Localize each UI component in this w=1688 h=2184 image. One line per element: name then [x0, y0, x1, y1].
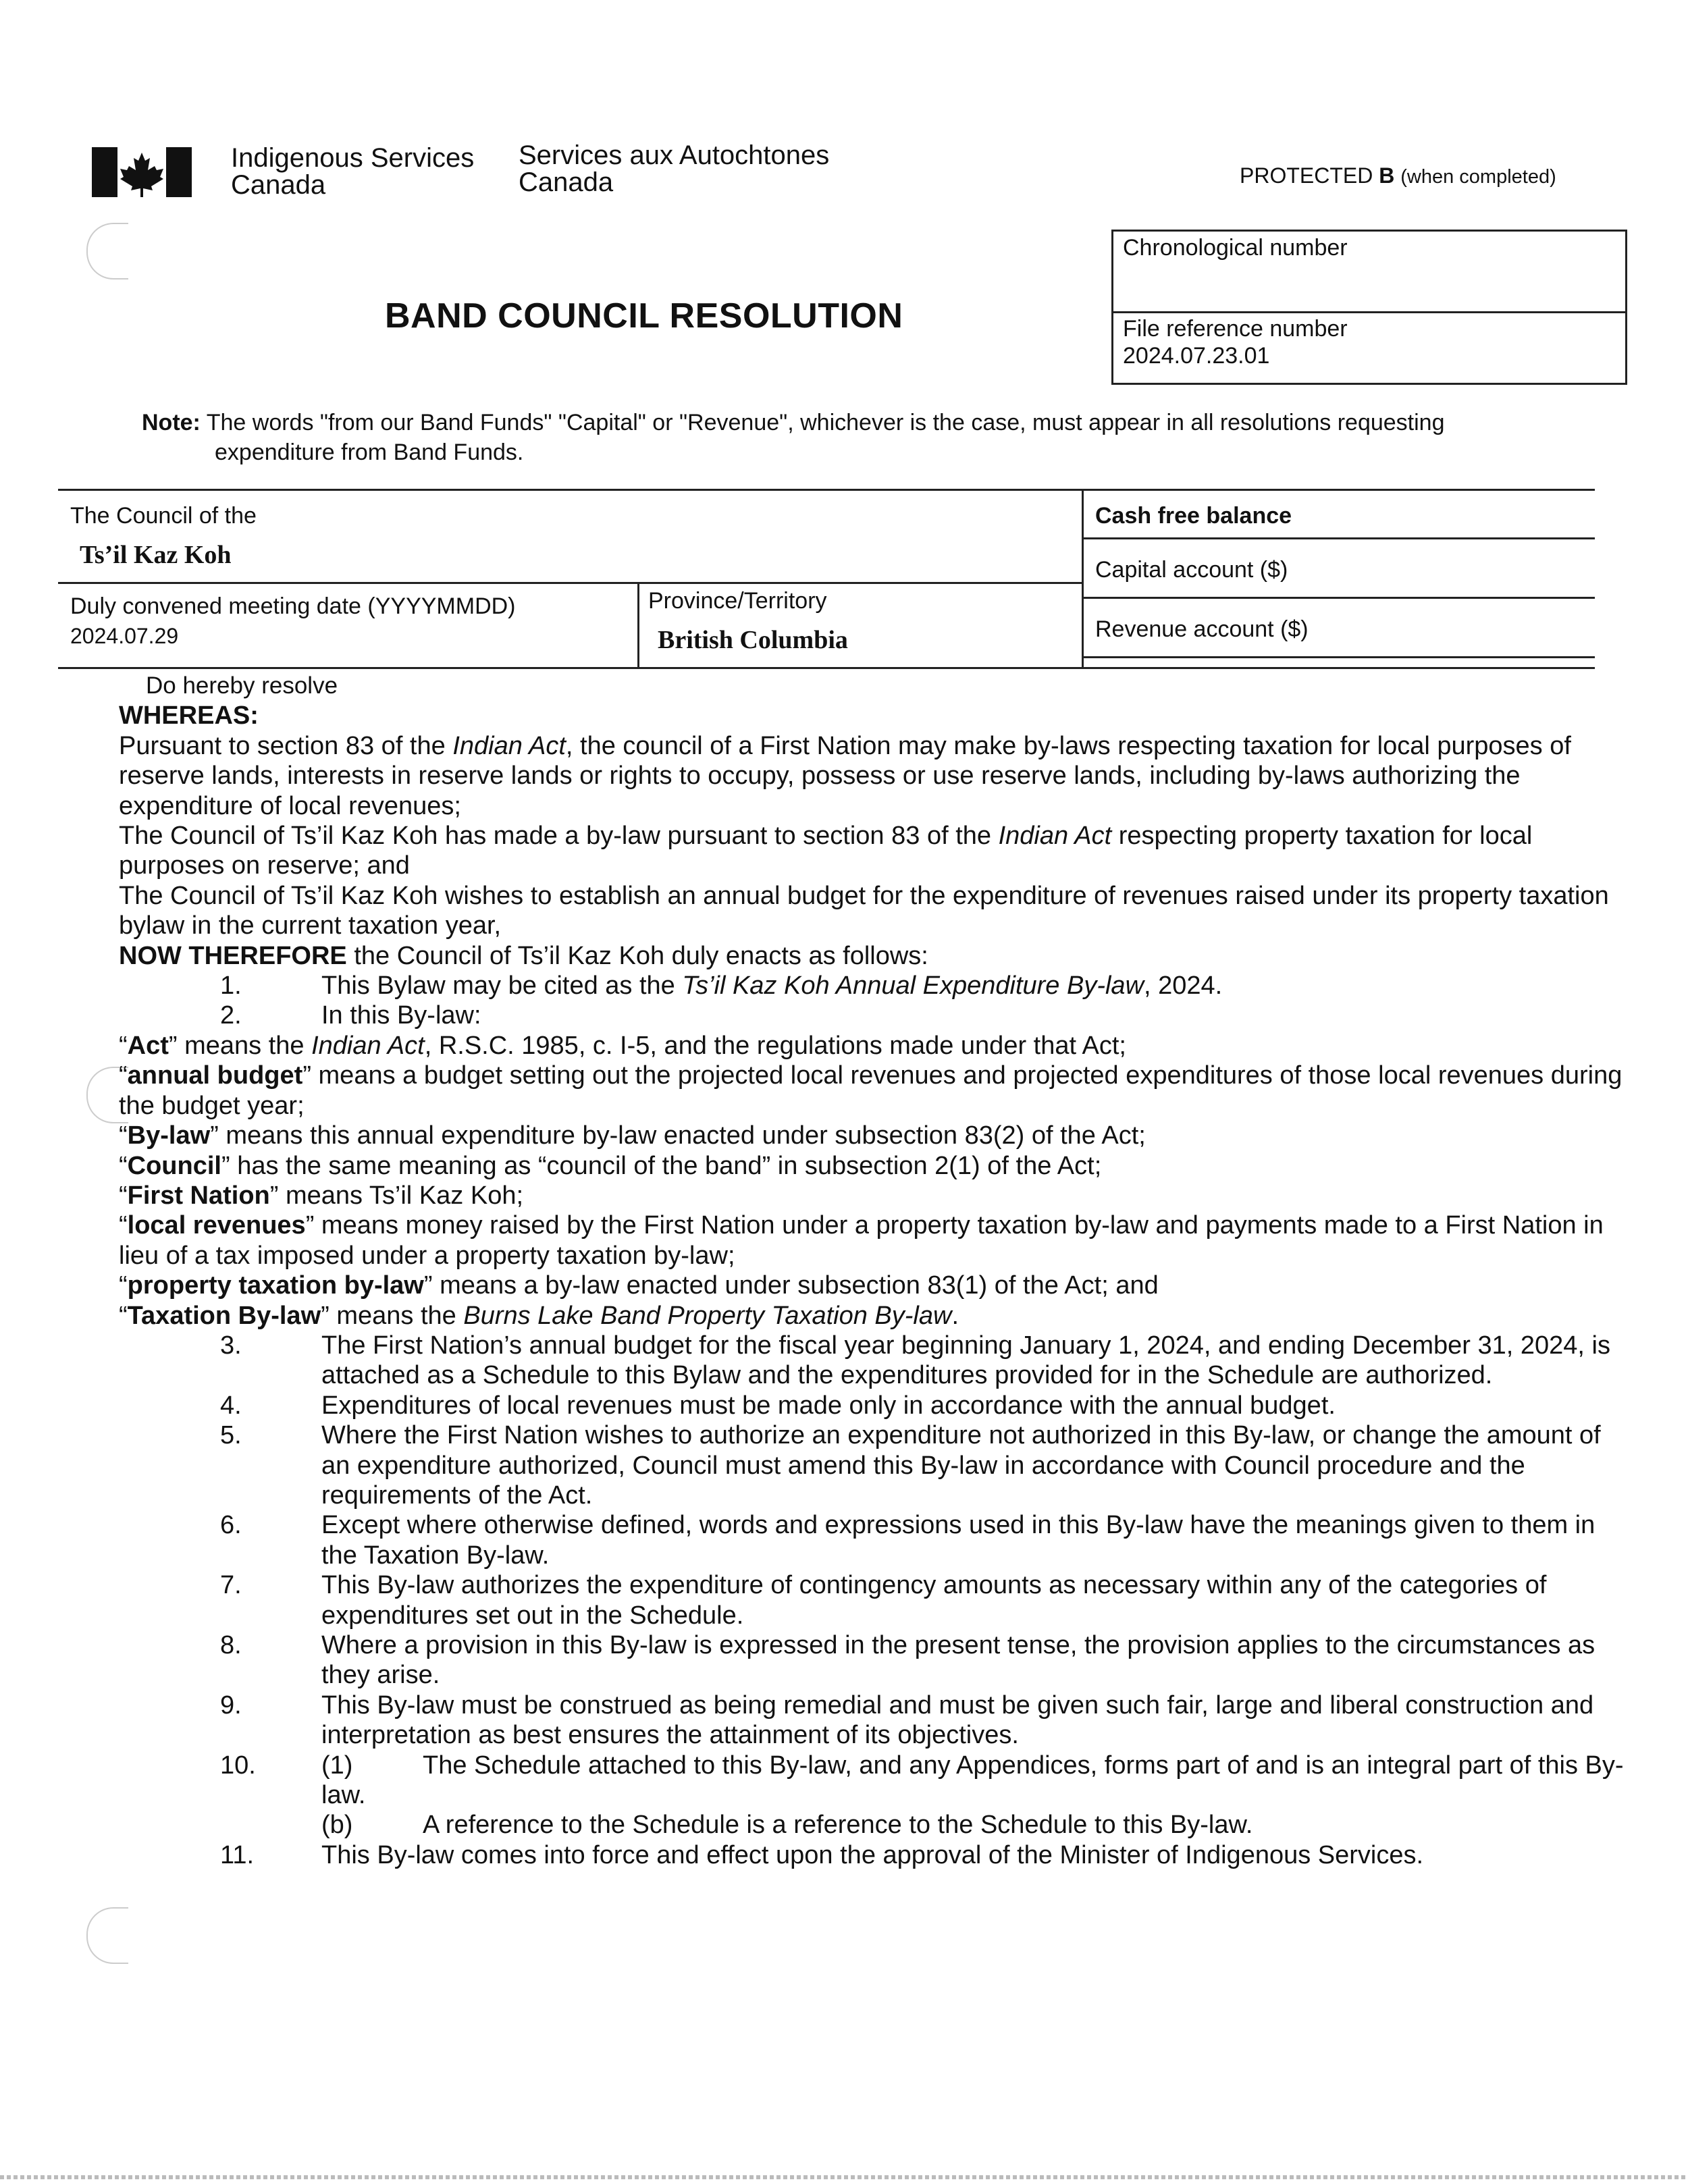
punch-hole-mark — [86, 1907, 128, 1964]
refbox-divider — [1113, 311, 1625, 313]
section-2: 2. In this By-law: — [220, 1001, 481, 1030]
definition-council: “Council” has the same meaning as “council of the band” in subsection 2(1) of the Act; — [119, 1151, 1102, 1180]
province-label: Province/Territory — [648, 588, 827, 614]
cash-divider-1 — [1083, 537, 1595, 539]
form-mid-border — [58, 582, 1083, 584]
meeting-date-label: Duly convened meeting date (YYYYMMDD) — [70, 593, 516, 619]
protected-prefix: PROTECTED — [1240, 163, 1373, 188]
definition-local-revenues: “local revenues” means money raised by the First Nation under a property taxation by-law and payments made to a First Nation in lieu of a tax imposed under a property taxation by-law; — [119, 1211, 1604, 1270]
scan-edge — [0, 2175, 1688, 2179]
dept-fr-line1: Services aux Autochtones — [519, 140, 830, 170]
section-6: 6. Except where otherwise defined, words and expressions used in this By-law have the meanings given to them in the Taxation By-law. — [220, 1511, 1595, 1570]
cash-divider-2 — [1083, 597, 1595, 599]
protected-level: B — [1379, 163, 1395, 188]
page-title: BAND COUNCIL RESOLUTION — [385, 296, 903, 336]
definition-first-nation: “First Nation” means Ts’il Kaz Koh; — [119, 1181, 524, 1210]
now-therefore-line: NOW THEREFORE the Council of Ts’il Kaz Koh duly enacts as follows: — [119, 941, 928, 970]
cash-free-balance-label: Cash free balance — [1095, 503, 1292, 529]
form-vertical-right — [1082, 489, 1084, 667]
definition-by-law: “By-law” means this annual expenditure by-law enacted under subsection 83(2) of the Act; — [119, 1121, 1146, 1150]
chrono-label: Chronological number — [1123, 235, 1348, 261]
note-line2: expenditure from Band Funds. — [215, 440, 524, 465]
section-4: 4. Expenditures of local revenues must be made only in accordance with the annual budget. — [220, 1391, 1336, 1420]
council-name-field[interactable]: Ts’il Kaz Koh — [80, 541, 232, 569]
whereas-clause-1: Pursuant to section 83 of the Indian Act, the council of a First Nation may make by-laws respecting taxation for local purposes of reserve lands, interests in reserve lands or rights to occupy, possess or use reserve lands, including by-laws authorizing the expenditure of local revenues; — [119, 731, 1571, 820]
section-10-b: (b) A reference to the Schedule is a reference to the Schedule to this By-law. — [321, 1811, 1253, 1840]
resolve-line: Do hereby resolve — [146, 672, 338, 699]
dept-fr-line2: Canada — [519, 167, 614, 197]
council-label: The Council of the — [70, 503, 257, 529]
protected-label — [1240, 163, 1556, 188]
cash-divider-3 — [1083, 656, 1595, 658]
note-label: Note: — [142, 410, 201, 435]
note — [142, 408, 1614, 467]
form-top-border — [58, 489, 1595, 491]
dept-name-fr — [519, 142, 829, 196]
protected-suffix: (when completed) — [1400, 166, 1556, 188]
form-bottom-border — [58, 667, 1595, 669]
meeting-date-field[interactable]: 2024.07.29 — [70, 624, 179, 648]
dept-name-en — [231, 144, 474, 198]
note-line1: The words "from our Band Funds" "Capital" or "Revenue", whichever is the case, must appear in all resolutions requesting — [206, 410, 1445, 435]
section-8: 8. Where a provision in this By-law is expressed in the present tense, the provision applies to the circumstances as they arise. — [220, 1631, 1595, 1690]
definition-act: “Act” means the Indian Act, R.S.C. 1985, c. I-5, and the regulations made under that Act; — [119, 1031, 1126, 1060]
canada-flag-icon — [92, 147, 192, 197]
section-9: 9. This By-law must be construed as being remedial and must be given such fair, large and liberal construction and interpretation as best ensures the attainment of its objectives. — [220, 1690, 1594, 1750]
section-3: 3. The First Nation’s annual budget for the fiscal year beginning January 1, 2024, and ending December 31, 2024, is attached as a Schedule to this Bylaw and the expenditures provided for in the Schedule are authorized. — [220, 1331, 1610, 1390]
dept-en-line2: Canada — [231, 170, 326, 200]
whereas-heading: WHEREAS: — [119, 701, 259, 730]
file-ref-field[interactable]: 2024.07.23.01 — [1123, 343, 1270, 369]
form-vertical-mid — [637, 582, 639, 667]
section-1: 1. This Bylaw may be cited as the Ts’il Kaz Koh Annual Expenditure By-law, 2024. — [220, 971, 1223, 1001]
dept-en-line1: Indigenous Services — [231, 143, 475, 173]
province-field[interactable]: British Columbia — [658, 626, 848, 654]
reference-box — [1111, 230, 1627, 385]
file-ref-label: File reference number — [1123, 316, 1348, 342]
section-7: 7. This By-law authorizes the expenditure of contingency amounts as necessary within any of the categories of expenditures set out in the Schedule. — [220, 1571, 1547, 1630]
section-5: 5. Where the First Nation wishes to authorize an expenditure not authorized in this By-law, or change the amount of an expenditure authorized, Council must amend this By-law in accordance with Council procedure and the requirements of the Act. — [220, 1421, 1601, 1510]
whereas-clause-2: The Council of Ts’il Kaz Koh has made a by-law pursuant to section 83 of the Indian Act respecting property taxation for local purposes on reserve; and — [119, 822, 1533, 880]
capital-account-label: Capital account ($) — [1095, 557, 1288, 583]
definitions-list — [119, 1031, 1625, 1331]
section-11: 11. This By-law comes into force and effect upon the approval of the Minister of Indigenous Services. — [220, 1840, 1424, 1869]
resolution-body — [119, 671, 1625, 1870]
section-10: 10. (1) The Schedule attached to this By-law, and any Appendices, forms part of and is an integral part of this By-law. — [220, 1751, 1624, 1810]
definition-annual-budget: “annual budget” means a budget setting out the projected local revenues and projected expenditures of those local revenues during the budget year; — [119, 1061, 1623, 1120]
revenue-account-label: Revenue account ($) — [1095, 616, 1309, 642]
definition-property-taxation: “property taxation by-law” means a by-law enacted under subsection 83(1) of the Act; and — [119, 1271, 1159, 1300]
whereas-clause-3: The Council of Ts’il Kaz Koh wishes to establish an annual budget for the expenditure of revenues raised under its property taxation bylaw in the current taxation year, — [119, 881, 1609, 940]
definition-taxation-by-law: “Taxation By-law” means the Burns Lake Band Property Taxation By-law. — [119, 1301, 959, 1330]
punch-hole-mark — [86, 223, 128, 279]
